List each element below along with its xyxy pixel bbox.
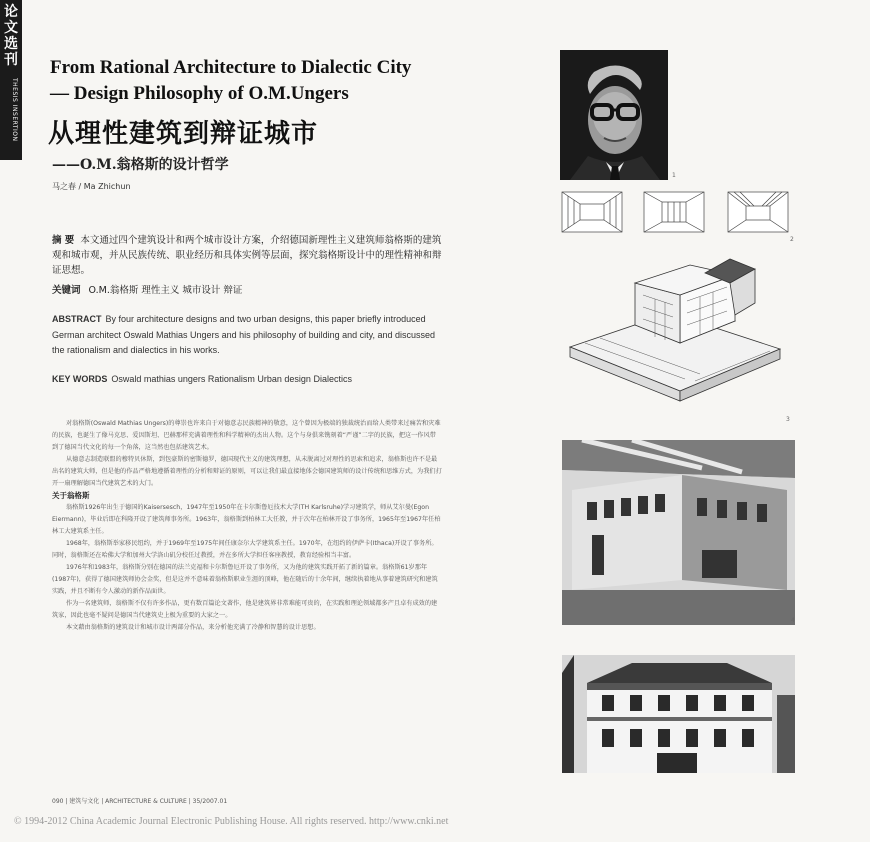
chinese-title: 从理性建筑到辩证城市 (48, 119, 319, 149)
figure-axonometric-model (565, 255, 790, 415)
figure-number: 1 (672, 172, 676, 179)
section-heading: 关于翁格斯 (52, 491, 90, 500)
keywords-english-text: Oswald mathias ungers Rationalism Urban design Dialectics (111, 374, 352, 384)
figure-number: 3 (786, 416, 790, 423)
english-title-line1: From Rational Architecture to Dialectic City (50, 57, 412, 78)
body-paragraph: 本文藉由翁格斯的建筑设计和城市设计两部分作品，来分析他充满了冷静和智慧的设计思想。 (66, 624, 320, 631)
keywords-chinese-label: 关键词 (52, 285, 81, 296)
body-paragraph: 1968年，翁格斯举家移民纽约，并于1969年至1975年间任康奈尔大学建筑系主任。1970年，在纽约的伊萨卡(Ithaca)开设了事务所。同时，翁格斯还在哈佛大学和加州大学洛山矶分校任过教授，并在多所大学担任客座教授，教育经验相当丰富。 (52, 540, 438, 559)
body-paragraph: 1976年和1983年，翁格斯分别在德国的法兰克福和卡尔斯鲁厄开设了事务所，又为他的建筑实践开拓了新的篇章。翁格斯61岁那年(1987年)，获得了德国建筑师协会金奖，但是这并不意味着翁格斯职业生涯的顶峰，他在随后的十余年间，继续执着地从事着建筑研究和建筑实践，并且不断有令人激动的新作品面世。 (52, 564, 438, 595)
side-tab-label-en: THESIS INSERTION (11, 78, 18, 142)
figure-atrium-photo (562, 440, 795, 625)
body-paragraph: 翁格斯1926年出生于德国的Kaisersesch，1947年至1950年在卡尔斯鲁厄技术大学(TH Karlsruhe)学习建筑学，师从艾尔曼(Egon Eiermann)，毕业后即在科隆开设了建筑师事务所。1963年，翁格斯到柏林工大任教，并于次年在柏林开设了事务所，1965年至1967年任柏林工大建筑系主任。 (52, 504, 441, 535)
abstract-english (52, 312, 437, 359)
figure-portrait (560, 50, 668, 180)
section-side-tab (0, 0, 22, 160)
body-paragraph: 对翁格斯(Oswald Mathias Ungers)的尊崇也许来自于对德意志民族精神的敬意，这个曾因为极端的独裁统治而给人类带来过痛苦和灾难的民族，也诞生了像马克思、爱因斯坦、巴赫那样充满着理性和科学精神的杰出人物。这个与身俱来镌刻着“严谨”二字的民族，把这一作风带到了德国当代文化的每一个角落，这当然也包括建筑艺术。 (52, 420, 441, 451)
keywords-english-label: KEY WORDS (52, 374, 108, 384)
abstract-chinese (52, 233, 442, 278)
keywords-chinese-text: O.M.翁格斯 理性主义 城市设计 辩证 (88, 285, 243, 296)
side-tab-label: 论文选刊 (4, 4, 18, 68)
author-line: 马之春 / Ma Zhichun (52, 182, 131, 191)
abstract-english-label: ABSTRACT (52, 314, 102, 324)
abstract-english-text: By four architecture designs and two urban designs, this paper briefly introduced German architect Oswald Mathias Ungers and his philosophy of building and city, and discussed the rationalism and dialectics in his works. (52, 314, 436, 355)
figure-number: 2 (790, 236, 794, 243)
abstract-chinese-text: 本文通过四个建筑设计和两个城市设计方案，介绍德国新理性主义建筑师翁格斯的建筑观和城市观，并从民族传统、职业经历和具体实例等层面，探究翁格斯设计中的理性精神和辩证思想。 (52, 235, 442, 276)
keywords-chinese (52, 282, 442, 296)
body-paragraph: 作为一名建筑师，翁格斯不仅有许多作品，更有数百篇论文著作，他是建筑界非常难能可贵的，在实践和理论领域都多产且卓有成效的建筑家，因此也毫不疑问是德国当代建筑史上极为重要的大家之一。 (52, 600, 438, 619)
chinese-subtitle: ——O.M.翁格斯的设计哲学 (52, 157, 229, 173)
copyright-watermark: © 1994-2012 China Academic Journal Electronic Publishing House. All rights reserved. http://www.cnki.net (14, 816, 449, 827)
figure-perspective-sketches (560, 188, 795, 238)
keywords-english (52, 374, 442, 384)
abstract-chinese-label: 摘 要 (52, 235, 75, 246)
english-title (50, 55, 411, 107)
english-title-line2: — Design Philosophy of O.M.Ungers (50, 83, 349, 104)
page-footer: 090 | 建筑与文化 | ARCHITECTURE & CULTURE | 35/2007.01 (52, 798, 228, 805)
figure-facade-photo (562, 655, 795, 773)
figure-number: 4 (791, 617, 795, 624)
article-body (52, 418, 442, 634)
body-paragraph: 从德意志制造联盟的穆特贝休斯，到包豪斯的密斯德罗，德国现代主义的建筑理想，从未脱离过对理性的思索和追求，翁格斯也许不是最出名的建筑大师，但是他的作品严格地遵循着理性的分析和辩证的原则，可以让我们最直接地体会德国建筑师的设计传统和思维方式，为我们打开一扇理解德国当代建筑艺术的大门。 (52, 456, 442, 487)
